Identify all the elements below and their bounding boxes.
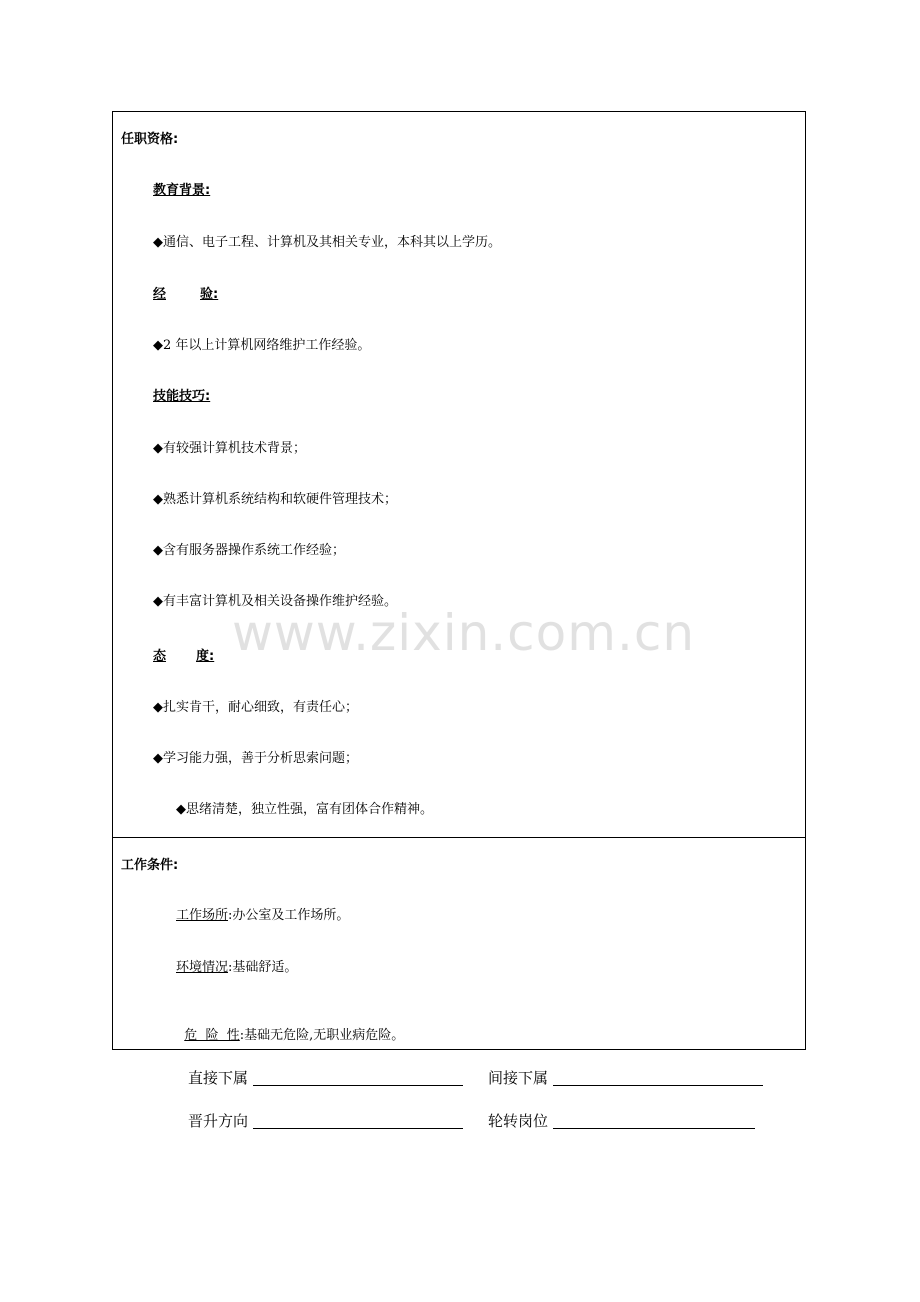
conditions-heading: 工作条件: (121, 858, 179, 873)
skills-item: ◆熟悉计算机系统结构和软硬件管理技术； (153, 492, 397, 507)
condition-label: 工作场所 (176, 908, 229, 923)
attitude-label-b: 度: (196, 649, 215, 664)
indirect-subordinate-label: 间接下属 (488, 1069, 549, 1087)
attitude-item: ◆思绪清楚，独立性强，富有团体合作精神。 (176, 802, 433, 817)
condition-value: :基础无危险,无职业病危险。 (239, 1028, 405, 1043)
experience-item: ◆2 年以上计算机网络维护工作经验。 (153, 338, 371, 353)
indirect-subordinate-field[interactable] (553, 1085, 763, 1086)
promotion-direction-field[interactable] (253, 1128, 463, 1129)
direct-subordinate-field[interactable] (253, 1085, 463, 1086)
qualifications-section (112, 111, 806, 838)
rotation-position-field[interactable] (553, 1128, 755, 1129)
skills-label: 技能技巧: (153, 389, 211, 404)
education-item: ◆通信、电子工程、计算机及其相关专业，本科其以上学历。 (153, 235, 501, 250)
condition-label: 环境情况 (176, 960, 229, 975)
skills-item: ◆有丰富计算机及相关设备操作维护经验。 (153, 594, 397, 609)
condition-row-hazard (176, 1012, 404, 1044)
condition-label: 危 险 性 (184, 1028, 240, 1043)
condition-value: :办公室及工作场所。 (228, 908, 350, 923)
skills-item: ◆含有服务器操作系统工作经验； (153, 543, 345, 558)
education-label: 教育背景: (153, 183, 211, 198)
attitude-item: ◆学习能力强，善于分析思索问题； (153, 751, 358, 766)
experience-label-b: 验: (200, 287, 219, 302)
attitude-item: ◆扎实肯干，耐心细致，有责任心； (153, 700, 358, 715)
rotation-position-label: 轮转岗位 (488, 1112, 549, 1130)
experience-label (153, 287, 218, 303)
attitude-label-a: 态 (153, 649, 167, 664)
promotion-direction-label: 晋升方向 (188, 1112, 249, 1130)
attitude-label (153, 649, 214, 665)
condition-row-environment (176, 960, 297, 976)
condition-value: :基础舒适。 (228, 960, 298, 975)
qualifications-heading: 任职资格: (121, 132, 179, 147)
watermark: www.zixin.com.cn (232, 604, 696, 662)
skills-item: ◆有较强计算机技术背景； (153, 441, 306, 456)
direct-subordinate-label: 直接下属 (188, 1069, 249, 1087)
experience-label-a: 经 (153, 287, 167, 302)
condition-row-workplace (176, 908, 349, 924)
